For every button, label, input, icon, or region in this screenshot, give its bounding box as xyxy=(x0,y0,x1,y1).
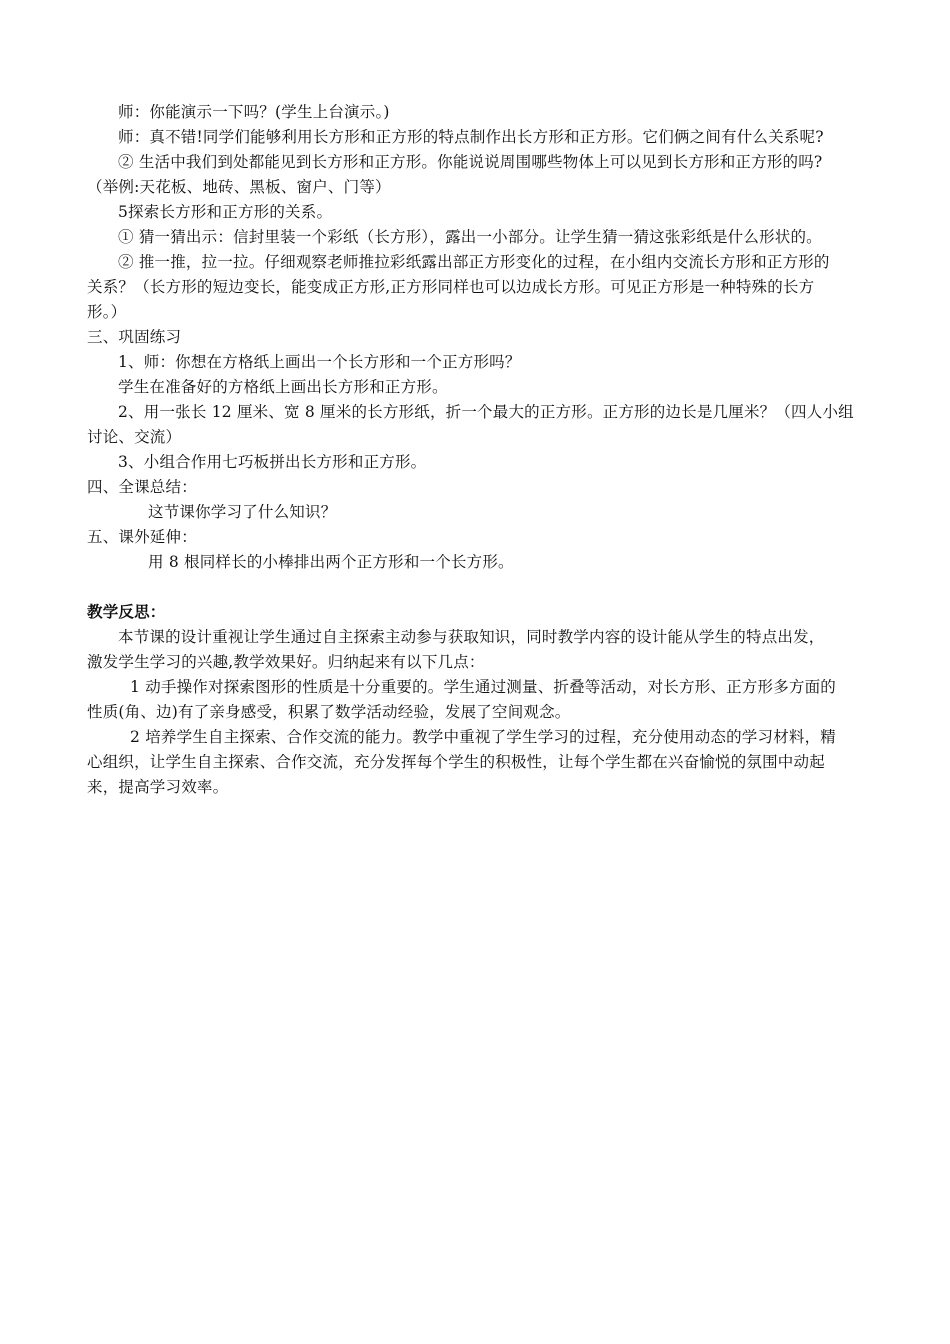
paragraph-line: ② 推一推，拉一拉。仔细观察老师推拉彩纸露出部正方形变化的过程，在小组内交流长方形和正方形的 xyxy=(118,253,830,271)
section-heading: 四、全课总结： xyxy=(87,478,197,496)
paragraph-line: 学生在准备好的方格纸上画出长方形和正方形。 xyxy=(118,378,448,396)
paragraph-line: 2 培养学生自主探索、合作交流的能力。教学中重视了学生学习的过程，充分使用动态的学习材料，精 xyxy=(130,728,836,746)
paragraph-line: 来，提高学习效率。 xyxy=(87,778,229,796)
paragraph-line: ① 猜一猜出示：信封里装一个彩纸（长方形），露出一小部分。让学生猜一猜这张彩纸是什么形状的。 xyxy=(118,228,822,246)
paragraph-line: 师：你能演示一下吗？(学生上台演示。) xyxy=(118,103,390,121)
section-heading: 五、课外延伸： xyxy=(87,528,197,546)
reflection-heading: 教学反思： xyxy=(87,602,166,621)
paragraph-line: 心组织，让学生自主探索、合作交流，充分发挥每个学生的积极性，让每个学生都在兴奋愉悦的氛围中动起 xyxy=(87,753,825,771)
paragraph-line: 2、用一张长 12 厘米、宽 8 厘米的长方形纸，折一个最大的正方形。正方形的边长是几厘米？（四人小组 xyxy=(118,403,854,421)
paragraph-line: 1、师：你想在方格纸上画出一个长方形和一个正方形吗？ xyxy=(118,353,521,371)
paragraph-line: 用 8 根同样长的小棒排出两个正方形和一个长方形。 xyxy=(148,553,514,571)
paragraph-line: 5探索长方形和正方形的关系。 xyxy=(118,203,333,221)
paragraph-line: 1 动手操作对探索图形的性质是十分重要的。学生通过测量、折叠等活动，对长方形、正方形多方面的 xyxy=(130,678,836,696)
paragraph-line: （举例:天花板、地砖、黑板、窗户、门等） xyxy=(87,178,391,196)
paragraph-line: 本节课的设计重视让学生通过自主探索主动参与获取知识，同时教学内容的设计能从学生的特点出发， xyxy=(118,628,825,646)
paragraph-line: 师：真不错!同学们能够利用长方形和正方形的特点制作出长方形和正方形。它们俩之间有什么关系呢? xyxy=(118,128,824,146)
paragraph-line: ② 生活中我们到处都能见到长方形和正方形。你能说说周围哪些物体上可以见到长方形和正方形的吗? xyxy=(118,153,823,171)
paragraph-line: 性质(角、边)有了亲身感受，积累了数学活动经验，发展了空间观念。 xyxy=(87,703,571,721)
paragraph-line: 激发学生学习的兴趣,教学效果好。归纳起来有以下几点： xyxy=(87,653,485,671)
paragraph-line: 讨论、交流） xyxy=(87,428,182,446)
paragraph-line: 关系？（长方形的短边变长，能变成正方形,正方形同样也可以边成长方形。可见正方形是一种特殊的长方 xyxy=(87,278,815,296)
paragraph-line: 3、小组合作用七巧板拼出长方形和正方形。 xyxy=(118,453,427,471)
section-heading: 三、巩固练习 xyxy=(87,328,182,346)
paragraph-line: 形。） xyxy=(87,303,127,321)
paragraph-line: 这节课你学习了什么知识？ xyxy=(148,503,337,521)
